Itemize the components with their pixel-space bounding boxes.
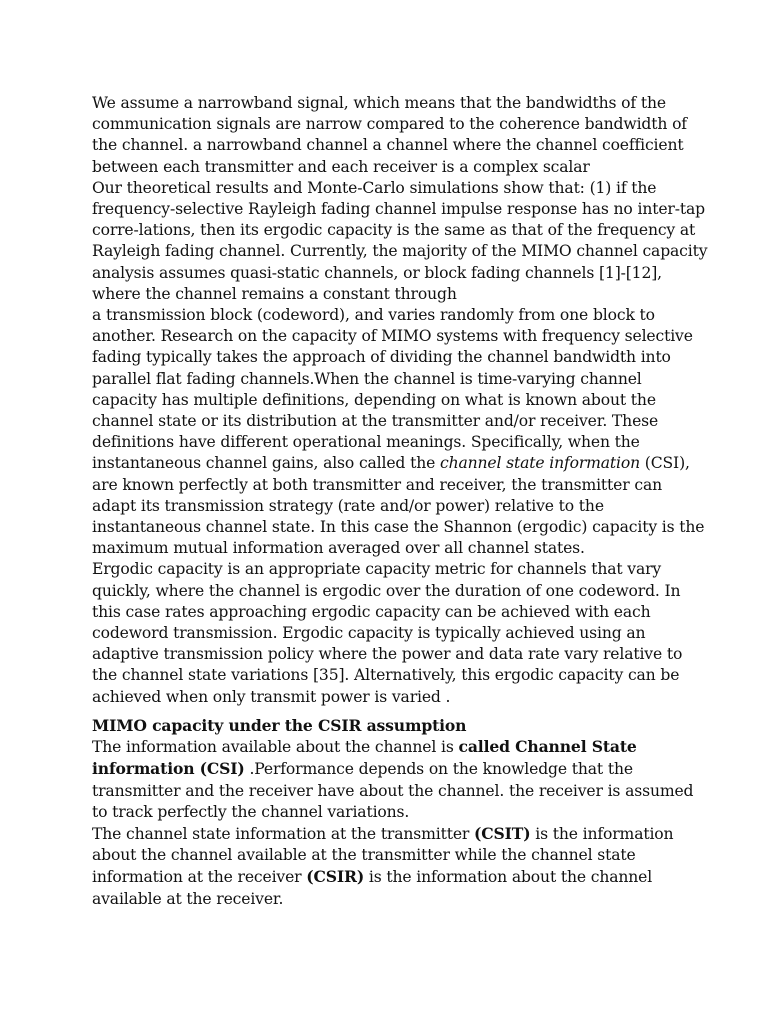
paragraph-csi [92, 736, 692, 823]
text-run: .Performance depends on the knowledge that the [244, 760, 633, 779]
text-line: about the channel available at the transmitter while the channel state [92, 846, 636, 865]
text-line [92, 758, 692, 780]
text-line: a transmission block (codeword), and varies randomly from one block to [92, 306, 655, 325]
bold-term: called Channel State [458, 737, 637, 757]
text-line: adaptive transmission policy where the power and data rate vary relative to [92, 645, 683, 664]
text-line [92, 823, 692, 845]
text-run: information at the receiver [92, 868, 307, 887]
text-line: codeword transmission. Ergodic capacity is typically achieved using an [92, 624, 646, 643]
text-line: corre-lations, then its ergodic capacity is the same as that of the frequency at [92, 221, 696, 240]
text-line: parallel flat fading channels.When the channel is time-varying channel [92, 369, 642, 388]
text-line: between each transmitter and each receiver is a complex scalar [92, 157, 590, 176]
text-run: The channel state information at the transmitter [92, 824, 475, 843]
bold-term: (CSIR) [306, 867, 365, 887]
text-line: available at the receiver. [92, 889, 284, 908]
text-line: communication signals are narrow compared to the coherence bandwidth of [92, 115, 687, 134]
text-line: frequency-selective Rayleigh fading channel impulse response has no inter-tap [92, 200, 705, 219]
paragraph-spacer [92, 708, 692, 715]
text-line [92, 866, 692, 888]
paragraph-ergodic [92, 559, 692, 707]
text-run: The information available about the channel is [92, 738, 459, 757]
document-page [92, 93, 708, 910]
text-line: Ergodic capacity is an appropriate capacity metric for channels that vary [92, 560, 662, 579]
text-line: maximum mutual information averaged over all channel states. [92, 539, 585, 558]
text-run: is the information [530, 824, 674, 843]
text-line [92, 736, 692, 758]
text-line: definitions have different operational meanings. Specifically, when the [92, 433, 640, 452]
text-line: channel state or its distribution at the transmitter and/or receiver. These [92, 412, 659, 431]
text-line: We assume a narrowband signal, which means that the bandwidths of the [92, 94, 666, 112]
text-line [92, 453, 692, 474]
paragraph-results [92, 178, 708, 305]
text-line: Rayleigh fading channel. Currently, the majority of the MIMO channel capacity [92, 242, 708, 261]
bold-term: (CSIT) [474, 823, 531, 843]
text-line: the channel. a narrowband channel a channel where the channel coefficient [92, 136, 684, 155]
paragraph-narrowband [92, 93, 692, 178]
text-run: is the information about the channel [364, 868, 653, 887]
text-line: capacity has multiple definitions, depending on what is known about the [92, 390, 656, 409]
paragraph-csit-csir [92, 823, 692, 910]
text-line: are known perfectly at both transmitter and receiver, the transmitter can [92, 475, 662, 494]
text-line: this case rates approaching ergodic capacity can be achieved with each [92, 602, 651, 621]
text-line: adapt its transmission strategy (rate and/or power) relative to the [92, 496, 604, 515]
text-line: analysis assumes quasi-static channels, or block fading channels [1]-[12], [92, 263, 662, 282]
italic-term: channel state information [439, 454, 640, 473]
paragraph-transmission-block [92, 305, 705, 559]
text-line: where the channel remains a constant through [92, 284, 457, 303]
text-line: the channel state variations [35]. Alternatively, this ergodic capacity can be [92, 666, 680, 685]
bold-term: information (CSI) [92, 759, 245, 779]
text-line: fading typically takes the approach of dividing the channel bandwidth into [92, 348, 671, 367]
text-line: instantaneous channel state. In this case the Shannon (ergodic) capacity is the [92, 518, 705, 537]
text-line: to track perfectly the channel variations. [92, 802, 410, 821]
text-line: achieved when only transmit power is varied . [92, 687, 451, 706]
text-run: (CSI), [640, 454, 690, 473]
text-line: Our theoretical results and Monte-Carlo simulations show that: (1) if the [92, 178, 657, 197]
section-heading: MIMO capacity under the CSIR assumption [92, 715, 467, 735]
text-line: transmitter and the receiver have about the channel. the receiver is assumed [92, 781, 694, 800]
text-line: quickly, where the channel is ergodic over the duration of one codeword. In [92, 581, 681, 600]
text-line: another. Research on the capacity of MIMO systems with frequency selective [92, 327, 693, 346]
text-run: instantaneous channel gains, also called the [92, 454, 440, 473]
